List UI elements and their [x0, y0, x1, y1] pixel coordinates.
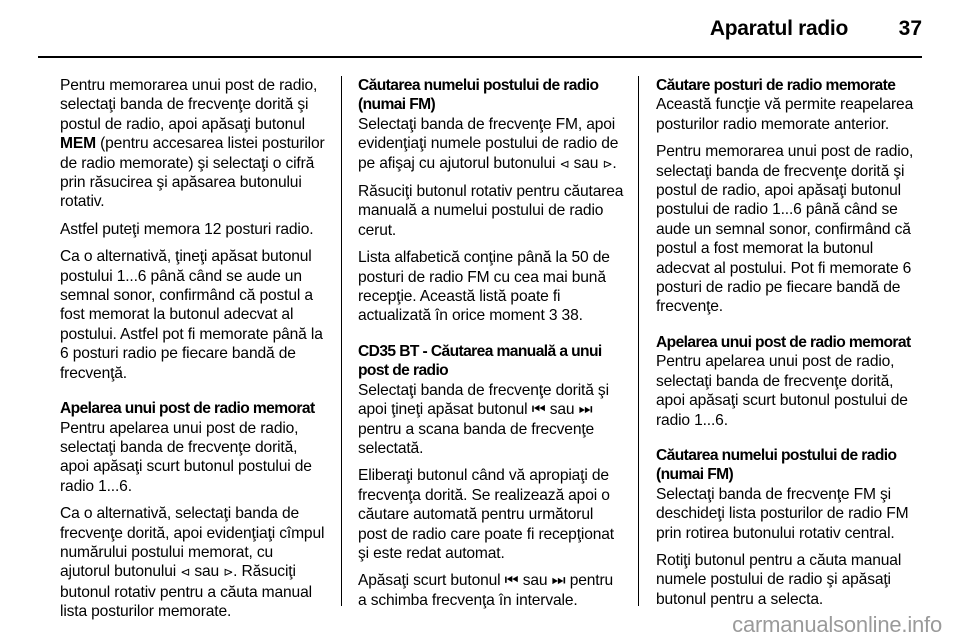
mem-button-label: MEM: [60, 135, 96, 153]
skip-forward-icon: ⏭: [578, 401, 593, 419]
skip-forward-icon: ⏭: [551, 572, 566, 590]
paragraph: Ca o alternativă, ţineţi apăsat butonul postului 1...6 până când se aude un semnal sonor, confirmând că postul a fost memorat la butonul adecvat al postului. Astfel pot fi memorate până la 6 posturi radio pe fiecare bandă de frecvenţă.: [60, 248, 323, 382]
watermark: carmanualsonline.info: [732, 612, 942, 637]
section-heading: Apelarea unui post de radio memorat: [60, 400, 315, 418]
paragraph: Selectaţi banda de frecvenţe dorită şi apoi ţineţi apăsat butonul ⏮ sau ⏭ pentru a scana banda de frecvenţe selectată.: [358, 381, 609, 457]
column-divider: [638, 76, 639, 606]
column-divider: [341, 76, 342, 606]
section-heading: CD35 BT - Căutarea manuală a unui post de radio: [358, 342, 602, 380]
column-3: [656, 76, 922, 617]
paragraph: Selectaţi banda de frecvenţe FM, apoi evidenţiaţi numele postului de radio de pe afişaj cu ajutorul butonului ⊲ sau ⊳.: [358, 115, 619, 172]
paragraph: Pentru memorarea unui post de radio, selectaţi banda de frecvenţe dorită şi postul de radio, apoi apăsaţi butonul MEM (pentru accesarea listei posturilor de radio memorate) şi selectaţi o cifră prin răsucirea şi apăsarea butonului rotativ.: [60, 77, 325, 211]
paragraph: Această funcţie vă permite reapelarea posturilor radio memorate anterior.: [656, 96, 914, 133]
paragraph: Lista alfabetică conţine până la 50 de posturi de radio FM cu cea mai bună recepţie. Această listă poate fi actualizată în orice moment 3 38.: [358, 249, 610, 325]
skip-back-icon: ⏮: [504, 572, 519, 590]
right-arrow-icon: ⊳: [223, 565, 234, 580]
paragraph: Eliberaţi butonul când vă apropiaţi de frecvenţa dorită. Se realizează apoi o căutare automată pentru următorul post de radio care poate fi recepţionat şi este redat automat.: [358, 467, 614, 562]
page-title: Aparatul radio: [709, 17, 848, 40]
paragraph: Rotiţi butonul pentru a căuta manual numele postului de radio şi apăsaţi butonul pentru a selecta.: [656, 551, 902, 608]
column-1: [60, 76, 326, 630]
section-heading: Căutare posturi de radio memorate: [656, 77, 896, 94]
column-2: [358, 76, 624, 618]
section-heading: Căutarea numelui postului de radio (numai FM): [358, 77, 599, 114]
paragraph: Pentru apelarea unui post de radio, selectaţi banda de frecvenţe dorită, apoi apăsaţi scurt butonul postului de radio 1...6.: [60, 419, 312, 495]
page-header: [0, 0, 960, 56]
paragraph: Apăsaţi scurt butonul ⏮ sau ⏭ pentru a schimba frecvenţa în intervale.: [358, 572, 614, 609]
section-heading: Apelarea unui post de radio memorat: [656, 333, 911, 351]
paragraph: Selectaţi banda de frecvenţe FM şi deschideţi lista posturilor de radio FM prin rotirea butonului rotativ central.: [656, 485, 909, 542]
paragraph: Astfel puteţi memora 12 posturi radio.: [60, 220, 314, 238]
paragraph: Pentru apelarea unui post de radio, selectaţi banda de frecvenţe dorită, apoi apăsaţi scurt butonul postului de radio 1...6.: [656, 353, 908, 429]
paragraph: Ca o alternativă, selectaţi banda de frecvenţe dorită, apoi evidenţiaţi cîmpul numărului postului memorat, cu ajutorul butonului ⊲ sau ⊳. Răsuciţi butonul rotativ pentru a căuta manual lista posturilor memorate.: [60, 505, 325, 621]
paragraph: Răsuciţi butonul rotativ pentru căutarea manuală a numelui postului de radio cerut.: [358, 183, 624, 239]
section-heading: Căutarea numelui postului de radio (numai FM): [656, 446, 897, 484]
left-arrow-icon: ⊲: [559, 156, 570, 171]
page-reference-icon: 3: [548, 307, 558, 325]
page-number: 37: [898, 17, 922, 40]
left-arrow-icon: ⊲: [180, 565, 191, 580]
header-rule: [38, 56, 922, 58]
skip-back-icon: ⏮: [531, 401, 546, 419]
right-arrow-icon: ⊳: [602, 156, 613, 171]
paragraph: Pentru memorarea unui post de radio, selectaţi banda de frecvenţe dorită şi postul de radio, apoi apăsaţi butonul postului de radio 1...6 până când se aude un semnal sonor, confirmând că postul a fost memorat la butonul adecvat al postului. Pot fi memorate 6 posturi de radio pe fiecare bandă de frecvenţe.: [656, 143, 914, 316]
